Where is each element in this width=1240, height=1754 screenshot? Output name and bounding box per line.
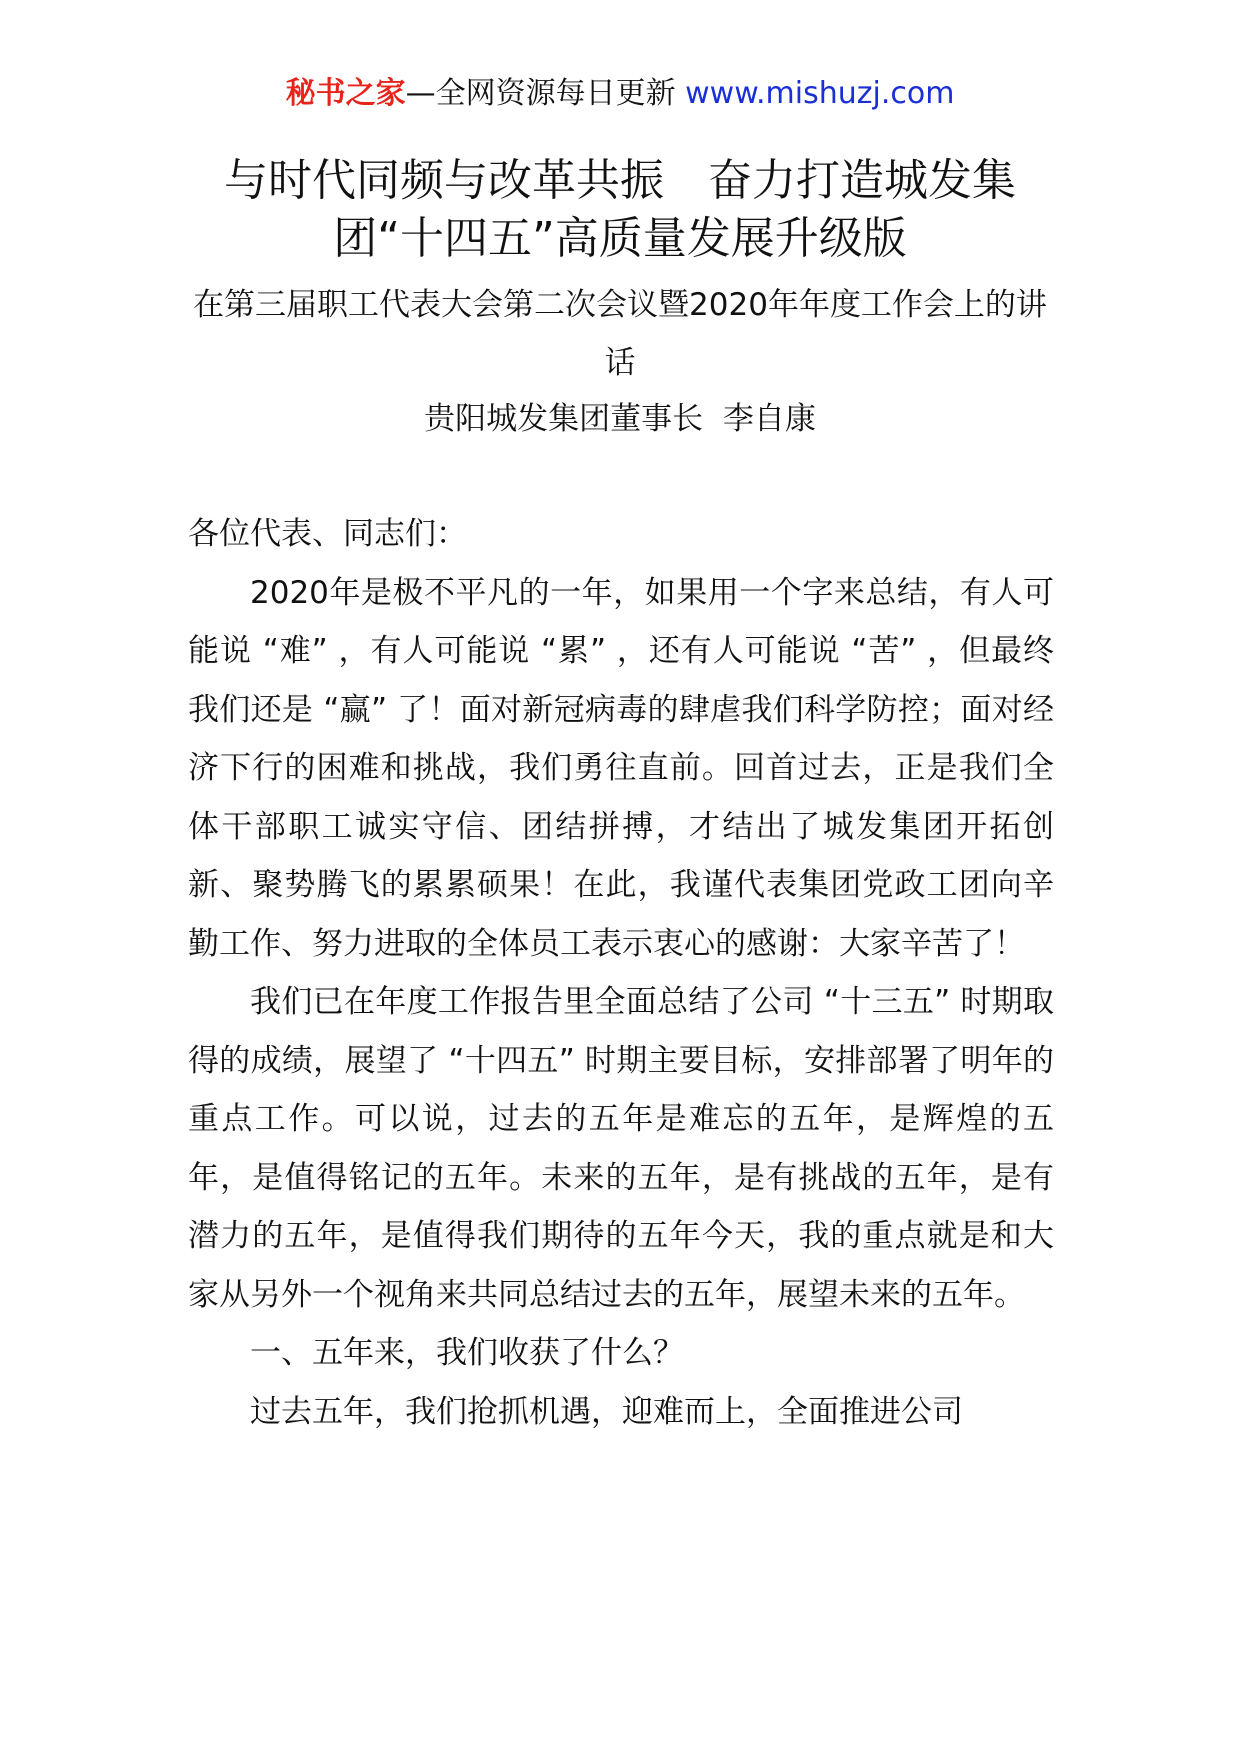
document-body xyxy=(188,505,1054,1441)
document-title: 与时代同频与改革共振 奋力打造城发集团“十四五”高质量发展升级版 xyxy=(224,155,1016,264)
site-header xyxy=(0,72,1240,116)
body-paragraph: 2020年是极不平凡的一年，如果用一个字来总结，有人可能说 “难” ，有人可能说 “累” ，还有人可能说 “苦” ，但最终我们还是 “赢” 了！面对新冠病毒的肆虐我们科学防控；面对经济下行的困难和挑战，我们勇往直前。回首过去，正是我们全体干部职工诚实守信、团结拼搏，才结出了城发集团开拓创新、聚势腾飞的累累硕果！在此，我谨代表集团党政工团向辛勤工作、努力进取的全体员工表示衷心的感谢：大家辛苦了！ xyxy=(188,574,1054,962)
body-paragraph: 我们已在年度工作报告里全面总结了公司 “十三五” 时期取得的成绩，展望了 “十四五” 时期主要目标，安排部署了明年的重点工作。可以说，过去的五年是难忘的五年，是辉煌的五年，是值得铭记的五年。未来的五年，是有挑战的五年，是有潜力的五年，是值得我们期待的五年今天，我的重点就是和大家从另外一个视角来共同总结过去的五年，展望未来的五年。 xyxy=(188,984,1054,1313)
document-byline: 贵阳城发集团董事长 李自康 xyxy=(424,401,816,437)
body-paragraph: 过去五年，我们抢抓机遇，迎难而上，全面推进公司 xyxy=(250,1393,963,1430)
brand-name: 秘书之家 xyxy=(285,76,406,111)
section-heading: 一、五年来，我们收获了什么？ xyxy=(250,1335,684,1371)
header-tagline: —全网资源每日更新 xyxy=(405,76,676,111)
document-subtitle: 在第三届职工代表大会第二次会议暨2020年年度工作会上的讲话 xyxy=(193,287,1047,381)
site-url[interactable]: www.mishuzj.com xyxy=(685,76,955,111)
salutation: 各位代表、同志们： xyxy=(188,516,467,552)
